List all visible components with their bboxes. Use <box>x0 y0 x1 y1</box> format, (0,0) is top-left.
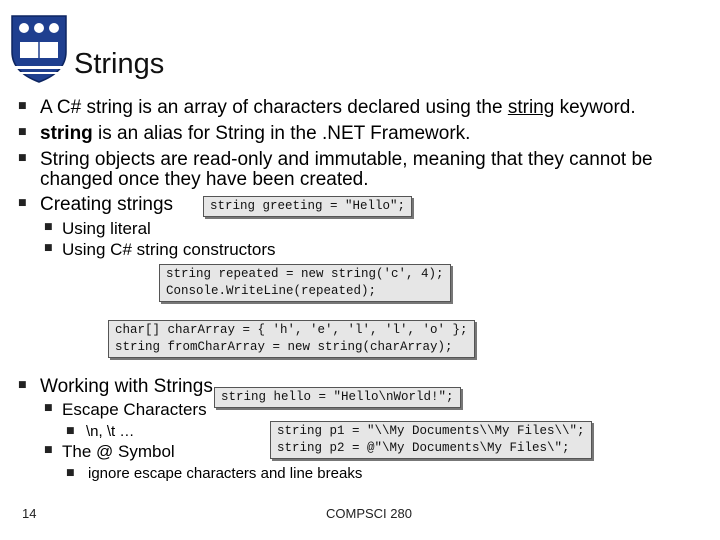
bullet-creating-strings: Creating strings <box>40 194 174 215</box>
sub-escape-characters: Escape Characters <box>62 400 207 419</box>
page-number: 14 <box>22 506 37 521</box>
sub-using-literal: Using literal <box>62 219 151 238</box>
code-paths: string p1 = "\\My Documents\\My Files\\"; string p2 = @"\My Documents\My Files\"; <box>270 421 592 459</box>
code-hello: string hello = "Hello\nWorld!"; <box>214 387 461 408</box>
sub-sub-bullet-marker-icon: ■ <box>66 426 75 436</box>
bullet-immutable-line2: changed once they have been created. <box>40 169 369 190</box>
course-footer: COMPSCI 280 <box>326 506 412 521</box>
bullet-marker-icon: ■ <box>18 101 27 111</box>
code-greeting: string greeting = "Hello"; <box>203 196 412 217</box>
sub-bullet-marker-icon: ■ <box>44 445 53 455</box>
sub-bullet-marker-icon: ■ <box>44 243 53 253</box>
bullet-csharp-string: A C# string is an array of characters declared using the string keyword. <box>40 97 636 118</box>
code-repeated: string repeated = new string('c', 4); Console.WriteLine(repeated); <box>159 264 451 302</box>
bullet-marker-icon: ■ <box>18 153 27 163</box>
bullet-string-alias: string is an alias for String in the .NET Framework. <box>40 123 471 144</box>
at-symbol-description: ignore escape characters and line breaks <box>88 465 363 482</box>
university-crest-icon <box>8 12 70 84</box>
bullet-marker-icon: ■ <box>18 198 27 208</box>
slide-title: Strings <box>74 48 165 80</box>
escape-example: \n, \t … <box>86 423 135 440</box>
sub-using-constructors: Using C# string constructors <box>62 240 276 259</box>
bullet-immutable-line1: String objects are read-only and immutable, meaning that they cannot be <box>40 149 653 170</box>
bullet-marker-icon: ■ <box>18 380 27 390</box>
code-chararray: char[] charArray = { 'h', 'e', 'l', 'l', 'o' }; string fromCharArray = new string(charArray); <box>108 320 475 358</box>
bullet-working-with-strings: Working with Strings <box>40 376 213 397</box>
sub-bullet-marker-icon: ■ <box>44 222 53 232</box>
sub-at-symbol: The @ Symbol <box>62 442 175 461</box>
sub-bullet-marker-icon: ■ <box>44 403 53 413</box>
sub-sub-bullet-marker-icon: ■ <box>66 468 75 478</box>
bullet-marker-icon: ■ <box>18 127 27 137</box>
